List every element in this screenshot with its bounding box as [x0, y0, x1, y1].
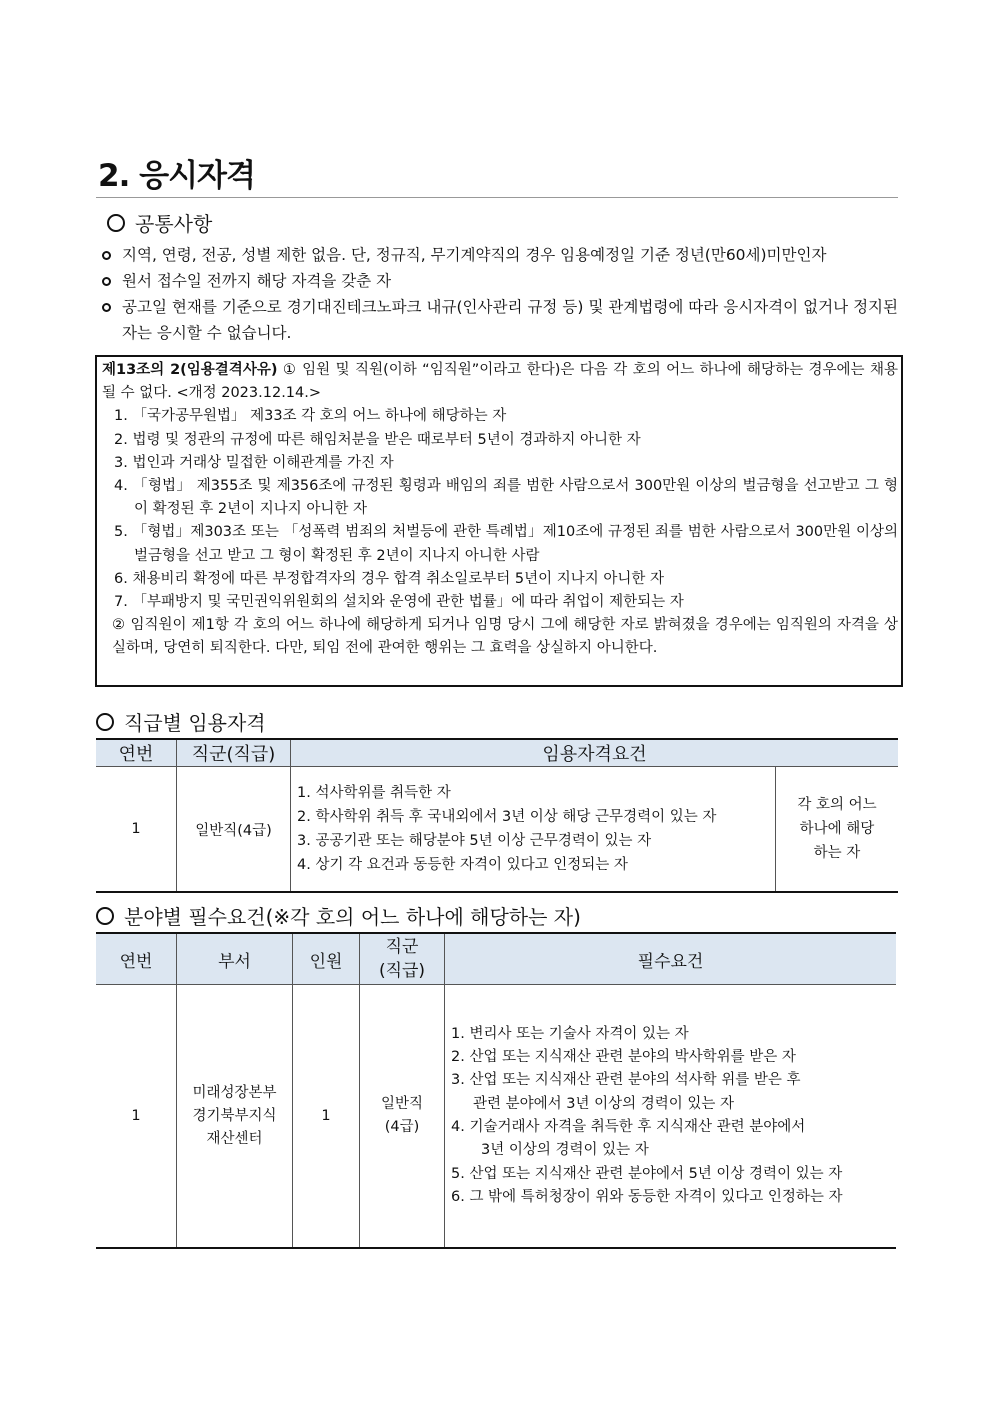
circle-bullet-icon: [107, 214, 125, 232]
section-grade-heading: 직급별 임용자격: [124, 711, 266, 735]
cell-no: 1: [96, 985, 177, 1249]
col-header-grade: 직군 (직급): [360, 933, 445, 985]
law-intro: 제13조의 2(임용결격사유) ① 임원 및 직원(이하 “임직원”이라고 한다)은 다음 각 호의 어느 하나에 해당하는 경우에는 채용될 수 없다. <개정 2023.12.14.>: [102, 362, 898, 402]
law-article-box: [95, 355, 903, 687]
circle-bullet-icon: [96, 907, 114, 925]
col-header-no: 연번: [96, 933, 177, 985]
cell-grade: 일반직 (4급): [360, 985, 445, 1249]
list-item: 원서 접수일 전까지 해당 자격을 갖춘 자: [102, 268, 898, 294]
law-paragraph-2: ② 임직원이 제1항 각 호의 어느 하나에 해당하게 되거나 임명 당시 그에 해당한 자로 밝혀졌을 경우에는 임직원의 자격을 상실하며, 당연히 퇴직한다. 다만, 퇴임 전에 관여한 행위는 그 효력을 상실하지 아니한다.: [112, 617, 898, 657]
col-header-no: 연번: [96, 739, 177, 767]
title-divider: [96, 197, 898, 198]
cell-no: 1: [96, 767, 177, 893]
law-item: 2. 법령 및 정관의 규정에 따른 해임처분을 받은 때로부터 5년이 경과하지 아니한 자: [114, 431, 641, 448]
col-header-requirements: 임용자격요건: [291, 739, 899, 767]
col-header-grade: 직군(직급): [177, 739, 291, 767]
table-header-row: [96, 739, 898, 767]
col-header-requirements: 필수요건: [445, 933, 897, 985]
table-row: [96, 985, 896, 1249]
law-item: 3. 법인과 거래상 밀접한 이해관계를 가진 자: [114, 454, 394, 471]
section-field: [96, 901, 581, 930]
list-item: 지역, 연령, 전공, 성별 제한 없음. 단, 정규직, 무기계약직의 경우 임용예정일 기준 정년(만60세)미만인자: [102, 242, 898, 268]
bullet-icon: [102, 251, 111, 260]
law-heading: 제13조의 2(임용결격사유): [102, 362, 278, 378]
bullet-icon: [102, 277, 111, 286]
bullet-icon: [102, 303, 111, 312]
grade-qualification-table: [96, 738, 898, 893]
page-title: 2. 응시자격: [98, 158, 255, 194]
cell-requirements: 1. 석사학위를 취득한 자 2. 학사학위 취득 후 국내외에서 3년 이상 해당 근무경력이 있는 자 3. 공공기관 또는 해당분야 5년 이상 근무경력이 있는 자 4. 상기 각 요건과 동등한 자격이 있다고 인정되는 자: [291, 767, 776, 893]
table-row: [96, 767, 898, 893]
section-common: [107, 208, 212, 237]
common-bullet-list: [102, 242, 898, 346]
section-common-heading: 공통사항: [135, 212, 213, 236]
field-requirement-table: [96, 932, 896, 1249]
section-grade: [96, 707, 266, 736]
cell-requirements: 1. 변리사 또는 기술사 자격이 있는 자 2. 산업 또는 지식재산 관련 분야의 박사학위를 받은 자 3. 산업 또는 지식재산 관련 분야의 석사학 위를 받은 후 관련 분야에서 3년 이상의 경력이 있는 자 4. 기술거래사 자격을 취득한 후 지식재산 관련 분야에서 3년 이상의 경력이 있는 자 5. 산업 또는 지식재산 관련 분야에서 5년 이상 경력이 있는 자 6. 그 밖에 특허청장이 위와 동등한 자격이 있다고 인정하는 자: [445, 985, 897, 1249]
law-item: 7. 「부패방지 및 국민권익위원회의 설치와 운영에 관한 법률」에 따라 취업이 제한되는 자: [114, 594, 684, 611]
law-item: 6. 채용비리 확정에 따른 부정합격자의 경우 합격 취소일로부터 5년이 지나지 아니한 자: [114, 570, 664, 587]
law-item: 4. 「형법」 제355조 및 제356조에 규정된 횡령과 배임의 죄를 범한 사람으로서 300만원 이상의 벌금형을 선고받고 그 형이 확정된 후 2년이 지나지 아니한 자: [114, 478, 898, 518]
section-field-heading: 분야별 필수요건(※각 호의 어느 하나에 해당하는 자): [124, 905, 581, 929]
cell-grade: 일반직(4급): [177, 767, 291, 893]
law-item: 1. 「국가공무원법」 제33조 각 호의 어느 하나에 해당하는 자: [114, 408, 507, 425]
law-item: 5. 「형법」제303조 또는 「성폭력 범죄의 처벌등에 관한 특례법」제10조에 규정된 죄를 범한 사람으로서 300만원 이상의 벌금형을 선고 받고 그 형이 확정된 후 2년이 지나지 아니한 사람: [114, 524, 898, 564]
circle-bullet-icon: [96, 713, 114, 731]
list-item: 공고일 현재를 기준으로 경기대진테크노파크 내규(인사관리 규정 등) 및 관계법령에 따라 응시자격이 없거나 정지된 자는 응시할 수 없습니다.: [102, 294, 898, 346]
col-header-dept: 부서: [177, 933, 293, 985]
table-header-row: [96, 933, 896, 985]
cell-dept: 미래성장본부 경기북부지식 재산센터: [177, 985, 293, 1249]
cell-count: 1: [293, 985, 360, 1249]
cell-note: 각 호의 어느 하나에 해당 하는 자: [776, 767, 899, 893]
col-header-count: 인원: [293, 933, 360, 985]
